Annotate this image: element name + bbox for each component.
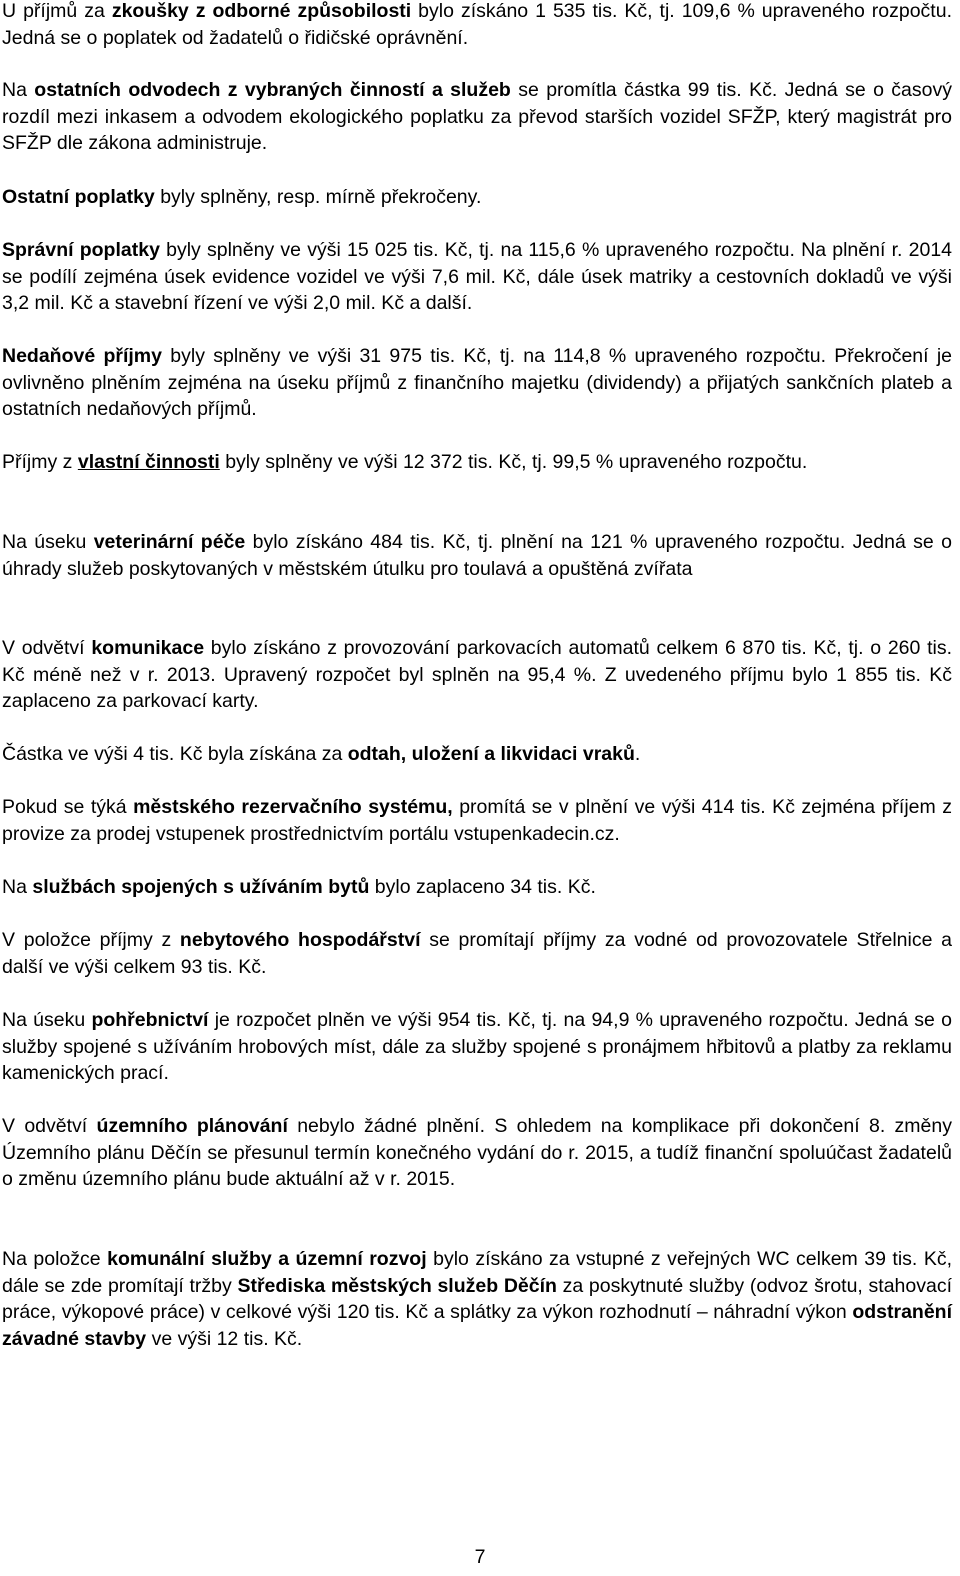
text-run: byly splněny ve výši 31 975 tis. Kč, tj. na 114,8 % upraveného rozpočtu. Překročení je ovlivněno plněním zejména na úseku příjmů z finančního majetku (dividendy) a přijatých sankčních plateb a ostatních nedaňových příjmů. (2, 345, 953, 420)
paragraph-odtah-vraku (2, 741, 952, 768)
text-run: bylo získáno 1 535 tis. Kč, tj. 109,6 % upraveného rozpočtu. Jedná se o poplatek od žadatelů o řidičské oprávnění. (2, 0, 952, 49)
text-run: Na (2, 79, 35, 101)
paragraph-komunalni-sluzby (2, 1246, 952, 1352)
bold-term: městského rezervačního systému, (133, 796, 453, 818)
bold-term: nebytového hospodářství (179, 929, 421, 951)
paragraph-zkousky (2, 0, 952, 51)
bold-underlined-term (78, 451, 220, 473)
text-run: Pokud se týká (2, 796, 134, 818)
text-run: V odvětví (2, 637, 92, 659)
bold-term: komunikace (91, 637, 205, 659)
paragraph-vlastni-cinnost (2, 449, 952, 476)
text-run: Na úseku (2, 531, 94, 553)
bold-term: pohřebnictví (91, 1009, 209, 1031)
text-run: bylo získáno za vstupné z veřejných WC celkem 39 tis. Kč, dále se zde promítají tržby (2, 1248, 952, 1297)
text-run: Příjmy z (2, 451, 78, 473)
text-run: U příjmů za (2, 0, 112, 22)
bold-term: zkoušky z odborné způsobilosti (111, 0, 412, 22)
bold-term: odtah, uložení a likvidaci vraků (347, 743, 635, 765)
text-run: Na (2, 876, 33, 898)
text-run: bylo zaplaceno 34 tis. Kč. (369, 876, 596, 898)
paragraph-pohrebnictvi (2, 1007, 952, 1087)
text-run: V položce příjmy z (2, 929, 180, 951)
paragraph-nebytove-hospodarstvi (2, 927, 952, 980)
bold-term: Správní poplatky (2, 239, 160, 261)
text-run: Na úseku (2, 1009, 92, 1031)
bold-term: Střediska městských služeb Děčín (237, 1274, 557, 1297)
text-run: V odvětví (2, 1115, 97, 1137)
text-run: byly splněny, resp. mírně překročeny. (154, 186, 482, 208)
bold-term: územního plánování (96, 1115, 288, 1137)
paragraph-spravni-poplatky (2, 237, 952, 317)
paragraph-komunikace (2, 635, 952, 715)
bold-term: ostatních odvodech z vybraných činností a služeb (34, 79, 511, 101)
bold-term: službách spojených s užíváním bytů (32, 876, 370, 898)
text-run: ve výši 12 tis. Kč. (146, 1327, 303, 1350)
paragraph-rezervacni-system (2, 794, 952, 847)
paragraph-veterinarni-pece (2, 529, 952, 582)
underlined-text: vlastní činnosti (77, 451, 220, 473)
text-run: se promítají příjmy za vodné od provozovatele Střelnice a další ve výši celkem 93 tis. Kč. (2, 929, 952, 978)
bold-term: odstranění závadné stavby (2, 1301, 952, 1350)
paragraph-ostatni-poplatky (2, 184, 952, 211)
text-run: nebylo žádné plnění. S ohledem na komplikace při dokončení 8. změny Územního plánu Děčín se přesunul termín konečného vydání do r. 2015, a tudíž finanční spoluúčast žadatelů o změnu územního plánu bude aktuální až v r. 2015. (2, 1115, 952, 1190)
text-run: Na položce (2, 1248, 108, 1270)
paragraph-nedanove-prijmy (2, 343, 952, 423)
bold-term: veterinární péče (93, 531, 246, 553)
bold-term: komunální služby a územní rozvoj (107, 1248, 427, 1270)
paragraph-sluzby-byty (2, 874, 952, 901)
text-run: . (634, 743, 641, 765)
text-run: bylo získáno 484 tis. Kč, tj. plnění na 121 % upraveného rozpočtu. Jedná se o úhrady služeb poskytovaných v městském útulku pro toulavá a opuštěná zvířata (2, 531, 952, 580)
bold-term: Ostatní poplatky (2, 186, 155, 208)
paragraph-ostatni-odvody (2, 77, 952, 157)
text-run: byly splněny ve výši 15 025 tis. Kč, tj. na 115,6 % upraveného rozpočtu. Na plnění r. 2014 se podílí zejména úsek evidence vozidel ve výši 7,6 mil. Kč, dále úsek matriky a cestovních dokladů ve výši 3,2 mil. Kč a stavební řízení ve výši 2,0 mil. Kč a další. (2, 239, 953, 314)
text-run: za poskytnuté služby (odvoz šrotu, stahovací práce, výkopové práce) v celkové výši 120 tis. Kč a splátky za výkon rozhodnutí – náhradní výkon (2, 1274, 953, 1323)
text-run: je rozpočet plněn ve výši 954 tis. Kč, tj. na 94,9 % upraveného rozpočtu. Jedná se o služby spojené s užíváním hrobových míst, dále za služby spojené s pronájmem hřbitovů a platby za reklamu kamenických prací. (2, 1009, 952, 1084)
text-run: bylo získáno z provozování parkovacích automatů celkem 6 870 tis. Kč, tj. o 260 tis. Kč méně než v r. 2013. Upravený rozpočet byl splněn na 95,4 %. Z uvedeného příjmu bylo 1 855 tis. Kč zaplaceno za parkovací karty. (2, 637, 952, 712)
text-run: se promítla částka 99 tis. Kč. Jedná se o časový rozdíl mezi inkasem a odvodem ekologického poplatku za převod starších vozidel SFŽP, který magistrát pro SFŽP dle zákona administruje. (2, 79, 952, 154)
paragraph-uzemni-planovani (2, 1113, 952, 1193)
text-run: Částka ve výši 4 tis. Kč byla získána za (2, 743, 348, 765)
text-run: promítá se v plnění ve výši 414 tis. Kč zejména příjem z provize za prodej vstupenek prostřednictvím portálu vstupenkadecin.cz. (2, 796, 952, 845)
page-number: 7 (474, 1546, 486, 1568)
bold-term: Nedaňové příjmy (2, 345, 162, 367)
text-run: byly splněny ve výši 12 372 tis. Kč, tj. 99,5 % upraveného rozpočtu. (219, 451, 808, 473)
